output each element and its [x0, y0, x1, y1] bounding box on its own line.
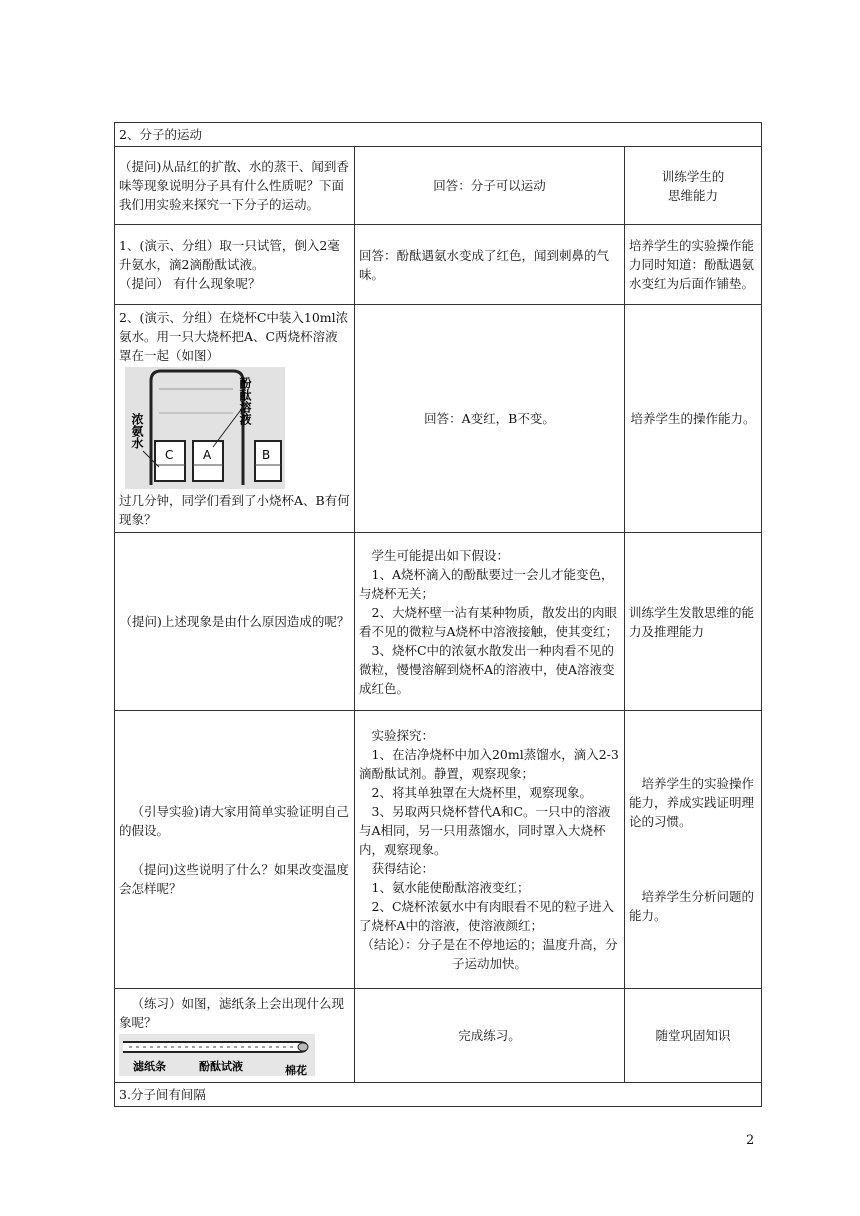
hypothesis-line: 1、A烧杯滴入的酚酞要过一会儿才能变色，与烧杯无关；	[359, 566, 614, 601]
ammonia-label: 浓氨水	[130, 413, 144, 449]
student-answer-cell: 回答：分子可以运动	[355, 147, 625, 225]
activity-text: 1、(演示、分组）取一只试管，倒入2毫升氨水，滴2滴酚酞试液。	[119, 238, 340, 272]
question-text: （提问)这些说明了什么？如果改变温度会怎样呢？	[119, 861, 349, 896]
goal-line: 训练学生的	[661, 168, 725, 184]
section-3-title: 3.分子间有间隔	[115, 1083, 762, 1107]
table-row	[115, 711, 762, 989]
experiment-line: 1、氨水能使酚酞溶液变红；	[371, 880, 530, 895]
beaker-experiment-figure	[125, 367, 285, 489]
cotton-label: 棉花	[285, 1063, 307, 1076]
experiment-cell	[355, 711, 625, 989]
experiment-line: 1、在洁净烧杯中加入20ml蒸馏水，滴入2-3滴酚酞试剂。静置，观察现象；	[359, 747, 619, 781]
hypothesis-line: 2、大烧杯壁一沾有某种物质，散发出的肉眼看不见的微粒与A烧杯中溶液接触，使其变红；	[359, 604, 619, 639]
teacher-activity-cell	[115, 711, 355, 989]
question-text: （提问） 有什么现象呢？	[119, 276, 261, 291]
teacher-question-cell: （提问)上述现象是由什么原因造成的呢？	[115, 533, 355, 711]
filter-paper-figure	[119, 1034, 315, 1076]
beaker-c-label: C	[165, 448, 174, 462]
hypothesis-line: 学生可能提出如下假设：	[371, 547, 510, 563]
section-heading-row	[115, 123, 762, 147]
goal-cell: 培养学生的实验操作能力同时知道：酚酞遇氨水变红为后面作铺垫。	[625, 225, 762, 305]
experiment-line: 获得结论：	[371, 861, 435, 876]
student-hypotheses-cell	[355, 533, 625, 711]
experiment-line: 2、将其单独罩在大烧杯里，观察现象。	[371, 785, 592, 800]
question-text: 过几分钟，同学们看到了小烧杯A、B有何现象？	[119, 493, 350, 527]
practice-question: （练习）如图，滤纸条上会出现什么现象呢？	[119, 995, 345, 1030]
goal-line: 培养学生的实验操作能力，养成实践证明理论的习惯。	[629, 776, 755, 829]
beaker-b-label: B	[262, 448, 271, 462]
activity-text: （引导实验)请大家用简单实验证明自己的假设。	[119, 803, 349, 838]
experiment-line: 3、另取两只烧杯替代A和C。一只中的溶液与A相同，另一只用蒸馏水，同时罩入大烧杯内，观察现象。	[359, 804, 611, 857]
hypothesis-line: 3、烧杯C中的浓氨水散发出一种肉看不见的微粒，慢慢溶解到烧杯A的溶液中，使A溶液变成红色。	[359, 642, 615, 696]
activity-text: 2、(演示、分组）在烧杯C中装入10ml浓氨水。用一只大烧杯把A、C两烧杯溶液罩在一起（如图）	[119, 310, 349, 363]
section-2-title: 2、分子的运动	[115, 123, 762, 147]
section-heading-row	[115, 1083, 762, 1107]
goal-cell: 训练学生发散思维的能力及推理能力	[625, 533, 762, 711]
table-row	[115, 533, 762, 711]
table-row	[115, 225, 762, 305]
page-number: 2	[746, 1133, 755, 1148]
goal-cell: 培养学生的操作能力。	[625, 305, 762, 533]
table-row	[115, 305, 762, 533]
teacher-question-cell: （提问)从品红的扩散、水的蒸干、闻到香味等现象说明分子具有什么性质呢？下面我们用实验来探究一下分子的运动。	[115, 147, 355, 225]
practice-cell	[115, 989, 355, 1083]
experiment-line: 2、C烧杯浓氨水中有肉眼看不见的粒子进入了烧杯A中的溶液，使溶液颜红；	[359, 899, 615, 933]
goal-cell	[625, 711, 762, 989]
beaker-a-label: A	[203, 448, 212, 462]
experiment-line: 实验探究：	[371, 728, 435, 743]
experiment-line: （结论）：分子是在不停地运的；温度升高，分子运动加快。	[361, 937, 618, 971]
phenolphthalein-label: 酚酞溶液	[238, 377, 252, 425]
student-answer-cell: 回答：酚酞遇氨水变成了红色，闻到刺鼻的气味。	[355, 225, 625, 305]
student-answer-cell: 回答：A变红，B不变。	[355, 305, 625, 533]
lesson-table	[114, 122, 762, 1107]
teacher-activity-cell	[115, 305, 355, 533]
student-answer-cell: 完成练习。	[355, 989, 625, 1083]
goal-cell	[625, 147, 762, 225]
filter-paper-label: 滤纸条	[133, 1059, 166, 1073]
goal-line: 思维能力	[667, 187, 718, 203]
reagent-label: 酚酞试液	[199, 1059, 243, 1073]
goal-line: 培养学生分析问题的能力。	[629, 889, 755, 923]
teacher-activity-cell	[115, 225, 355, 305]
table-row	[115, 989, 762, 1083]
goal-cell: 随堂巩固知识	[625, 989, 762, 1083]
table-row	[115, 147, 762, 225]
